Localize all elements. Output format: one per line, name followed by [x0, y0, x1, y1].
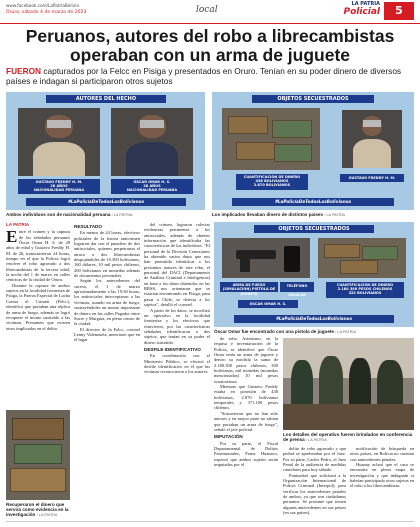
officer-figure [291, 360, 313, 410]
body-column-1: LA PATRIA Entre el crimen y la captura de los señalados peruanos Óscar Omar H. S. de 28 años de edad y Gustavo Freddy H. M. de 26, transcurrieron 24 horas, tiempo en el que la Policía logró resolver el robo agravado a dos librecambistas de la tercera edad, la noche del 1 de marzo en calles céntricas de la ciudad de Oruro. Durante la captura de ambos sujetos en la localidad fronteriza de Pisiga, la Fuerza Especial de Lucha Contra el Crimen (Felcc), identificó que portaban una réplica de arma de fuego, además se logró recuperar el monto sustraído a las víctimas. Presumen que existen otros implicados en el delito. [6, 222, 70, 331]
suspect-photo-1 [18, 108, 100, 176]
banknote [12, 418, 64, 440]
section-name: local [196, 5, 218, 15]
officer-figure [377, 360, 403, 410]
toy-gun-photo [222, 238, 310, 278]
banknote [274, 144, 312, 162]
site-url[interactable]: www.facebook.com/LaPatriaBolivia [6, 3, 79, 8]
banknote [228, 116, 268, 134]
body-column-3: del crimen, lograron colectar evidencias pertinentes a los antisociales, además de obtener información que identificaba las características de los individuos. "El personal de la División Conexiones ha obtenido varios datos que nos han permitido identificar a los presuntos autores de este robo, el personal del DACI (Departamento de Análisis Criminal e Inteligencia) en base a los datos obtenidos en las RRSS, nos orientaron que se estarían encontrando en Pisiga, para pasar a Chile, se detecta a los sujetos", detalló el coronel. A partir de los datos, se movilizó un operativo en la localidad fronteriza y los efectivos que estuvieron, por las características señaladas identificaron a dos sujetos, que tenían en su poder el dinero sustraído. DESFILE IDENTIFICATIVO En coordinación con el Ministerio Público, se efectuó el desfile identificativo en el que las víctimas reconocieron a los autores [144, 222, 210, 375]
conference-photo [283, 338, 414, 430]
items-label: ARMA DE FUEGO (SIMULACIÓN) PISTOLA DE JUGUETE [220, 282, 278, 292]
page-header [0, 0, 420, 24]
drop-cap: E [6, 227, 18, 247]
officer-figure [349, 358, 371, 410]
page-bottom-rule [6, 521, 414, 522]
money-photo-2 [318, 238, 406, 278]
owner-photo [342, 110, 402, 168]
edition-date: Oruro, sábado 4 de marzo de 2023 [6, 10, 87, 15]
face-blur [363, 120, 381, 127]
brand-name: LA PATRIA [351, 1, 380, 7]
quantification-box-2: CUANTIFICACIÓN DE DINERO 2.180 300 PESOS CHILENOS 322 BOLIVIANOS [326, 282, 404, 298]
subhead-resultado: RESULTADO [74, 224, 102, 229]
objects-graphic-header: OBJETOS SECUESTRADOS [252, 95, 374, 103]
owner-shirt [353, 139, 391, 168]
suspect-1-label: GUSTAVO FREDDY H. M. 26 AÑOS NACIONALIDAD PERUANA [18, 179, 100, 194]
owner-tag-2: ÓSCAR OMAR H. S. [238, 300, 298, 308]
face-blur [47, 120, 72, 128]
brand-section: Policial [343, 7, 380, 17]
subhead-desfile: DESFILE IDENTIFICATIVO [144, 346, 201, 352]
hashtag-banner: #LaPolicíaDeTodosLosBolivianos [232, 198, 394, 206]
owner-tag: GUSTAVO FREDDY H. M. [340, 174, 404, 182]
money-evidence-photo [6, 410, 70, 500]
banknote [14, 444, 62, 464]
caption-gun: Óscar Omar fue encontrado con una pistola de juguete / LA PATRIA [214, 329, 357, 334]
phone-label: TELÉFONO CELULAR [280, 282, 314, 292]
money-photo [222, 108, 320, 170]
hashtag-banner: #LaPolicíaDeTodosLosBolivianos [26, 198, 186, 206]
hashtag-banner: #LaPolicíaDeTodosLosBolivianos [234, 315, 394, 323]
toy-gun-grip [240, 258, 250, 272]
suspects-graphic-header: AUTORES DEL HECHO [46, 95, 166, 103]
body-column-2: RESULTADO En menos de 24 horas, efectivos policiales de la fuerza anticrimen lograron dar con el paradero de dos antisociales, quienes perpetraron el atraco a dos librecambistas despojándoles de 10.300 bolivianos, 160 dólares, 10 mil pesos chilenos, 200 bolivianos en monedas además de documentos personales. Según los antecedentes del suceso, el 1 de marzo aproximadamente a las 19:30 horas, los antisociales interceptaron a las víctimas, usando un arma de fuego, sustrayéndoles un monto importante de dinero en las calles Pagador entre Sucre y Murguía, en pleno centro de la ciudad. El director de la Felcc, coronel Lenny Valenzuela, mencionó que en el lugar [74, 224, 140, 343]
deck-text: capturados por la Felcc en Pisiga y presentados en Oruro. Tenían en su poder dinero de diversos países e indagan si participaron otros sujetos [6, 66, 402, 86]
objects-graphic [212, 92, 414, 210]
deck-kicker: FUERON [6, 66, 42, 76]
dateline: LA PATRIA [6, 222, 30, 227]
gun-graphic [214, 222, 414, 327]
deck [6, 67, 414, 86]
body-column-5: delito de robo agravado y que pedirá se aprehendan por el Juez. Por su parte, Carlos Pedro, el Juez Penal de la audiencia de medidas cautelares para hoy sábado. Puntualizó que solicitará a la Organización Internacional de Policía Criminal (Interpol), para verificar los antecedentes penales de ambos, ya que son ciudadanos peruanos. Se presume que tienen algunas antecedentes en sus países (en sus países). [283, 446, 346, 516]
face-blur [140, 120, 165, 128]
quantification-box: CUANTIFICACIÓN DE DINERO 438 BOLIVIANOS 2.870 BOLIVIANOS [236, 174, 308, 190]
banknote [340, 260, 378, 274]
body-column-4: de robo. Asimismo, en la requisa e inventariación de la Policía, se identificó que Óscar Omar tenía un arma de juguete y dentro su mochila la suma de 2.180.300 pesos chilenos, 300 bolivianos, mil monedas (monedas mencionadas) 10 mil pesos ecuatorianos. Mientras que Gustavo Freddy estaba en posesión de 438 bolivianos, 2.870 bolivianos temporales y 371.100 pesos chilenos. "Sostuvieron que no han sido autores y en mayor parte no sabían que portaban un arma de fuego", señaló el jefe policial. IMPUTACIÓN Por su parte, el Fiscal Departamental de Delitos Patrimoniales, Franz Huanaco, expresó que ambos sujetos serán imputados por el [214, 336, 278, 467]
officer-figure [319, 356, 343, 410]
headline: Peruanos, autores del robo a librecambistas operaban con un arma de juguete [25, 26, 395, 65]
suspect-photo-2 [111, 108, 193, 176]
page-number: 5 [384, 2, 414, 20]
banknote [236, 142, 276, 160]
suspect-2-shirt [126, 142, 178, 176]
table [283, 404, 414, 430]
caption-suspects: Ambos individuos son de nacionalidad peruana / LA PATRIA [6, 212, 133, 217]
suspects-graphic [6, 92, 205, 210]
caption-money: Recuperaron el dinero que servirá como evidencia en la investigación / LA PATRIA [6, 502, 69, 518]
banknote [10, 468, 66, 492]
subhead-imputacion: IMPUTACIÓN [214, 434, 243, 440]
banknote [272, 120, 312, 138]
body-column-6: notificación de búsqueda en otros países, en Bolivia no cuentan con antecedentes penales. Huanay aclaró que el caso se encuentra en pleno etapa de investigación y que indagarán si habrían participado otros sujetos en el robo a los librecambistas. [350, 446, 414, 489]
banknote [324, 244, 360, 258]
brand-logo [322, 1, 380, 17]
gun-graphic-header: OBJETOS SECUESTRADOS [254, 225, 374, 233]
banknote [362, 246, 398, 260]
suspect-1-shirt [33, 142, 85, 176]
phone [284, 246, 300, 272]
caption-conference: Los detalles del operativo fueron brindados en conferencia de prensa / LA PATRIA [283, 432, 413, 443]
caption-objects: Los implicados llevaban dinero de distintos países / LA PATRIA [212, 212, 346, 217]
suspect-2-label: ÓSCAR OMAR H. S. 28 AÑOS NACIONALIDAD PERUANA [111, 179, 193, 194]
